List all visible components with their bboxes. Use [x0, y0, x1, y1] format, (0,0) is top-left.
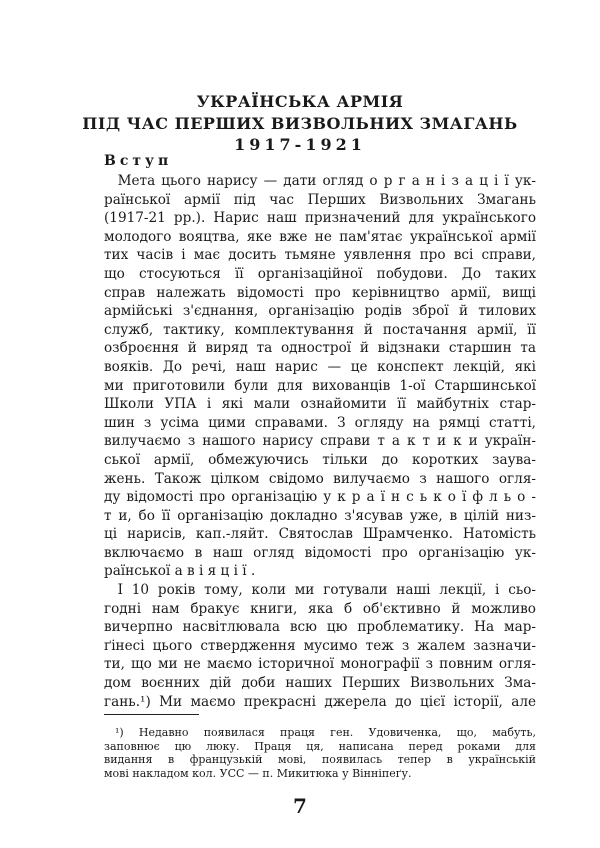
body-line: молодого вояцтва, яке вже не пам'ятає української армії: [104, 228, 536, 245]
body-line: армійські з'єднання, організацію родів зброї й тилових: [104, 303, 536, 320]
footnote-divider: [104, 714, 199, 715]
body-line: ми приготовили були для вихованців 1-ої Старшинської: [104, 377, 536, 394]
body-line: озброєння й виряд та однострої й відзнаки старшин та: [104, 340, 536, 357]
footnote-line: ¹) Недавно появилася праця ген. Удовиченка, що, мабуть,: [104, 726, 536, 739]
body-line: І 10 років тому, коли ми готували наші лекції, і сьо-: [104, 582, 536, 599]
body-line: дом воєнних дій доби наших Перших Визвольних Зма-: [104, 675, 536, 692]
body-line: вояків. До речі, наш нарис — це конспект лекцій, які: [104, 358, 536, 375]
footnote-line: мові накладом кол. УСС — п. Микитюка у Вінніпеґу.: [104, 766, 412, 780]
body-line: (1917-21 рр.). Нарис наш призначений для українського: [104, 210, 536, 227]
article-title-line-1: УКРАЇНСЬКА АРМІЯ: [196, 92, 404, 111]
body-line: т и, бо її організацію докладно з'ясував уже, в цілій низ-: [104, 507, 536, 524]
body-line: справ належать відомості про керівництво армії, вищі: [104, 284, 536, 301]
footnote: [104, 726, 536, 780]
body-line: ду відомості про організацію у к р а ї н с ь к о ї ф л ь о -: [104, 489, 536, 506]
body-line: ці нарисів, кап.-ляйт. Святослав Шрамченко. Натомість: [104, 526, 536, 543]
body-line: Школи УПА і які мали ознайомити її майбутніх стар-: [104, 396, 536, 413]
section-heading: Вступ: [104, 153, 173, 169]
body-line: Мета цього нарису — дати огляд о р г а н і з а ц і ї ук-: [104, 173, 536, 189]
footnote-line: заповнює цю люку. Праця ця, написана перед роками для: [104, 739, 536, 753]
article-title-line-2: ПІД ЧАС ПЕРШИХ ВИЗВОЛЬНИХ ЗМАГАНЬ: [82, 114, 518, 133]
footnote-line: видання в французькій мові, появилась тепер в українській: [104, 753, 536, 767]
body-text: [104, 172, 536, 711]
body-line: включаємо в наш огляд відомості про організацію ук-: [104, 544, 536, 561]
body-line: годні нам бракує книги, яка б об'єктивно й можливо: [104, 600, 536, 617]
body-line: вичерпно насвітлювала всю цю проблематику. На мар-: [104, 619, 536, 636]
body-line: раїнської а в і я ц і ї .: [104, 563, 256, 580]
body-line: шин з усіма цими справами. З огляду на рямці статті,: [104, 414, 536, 431]
body-line: що стосуються її організаційної побудови. До таких: [104, 265, 536, 282]
body-line: служб, тактику, комплектування й постачання армії, її: [104, 321, 536, 338]
body-line: жень. Також цілком свідомо вилучаємо з нашого огля-: [104, 470, 536, 487]
body-line: вилучаємо з нашого нарису справи т а к т и к и україн-: [104, 433, 536, 450]
body-line: ської армії, обмежуючись тільки до коротких заува-: [104, 451, 536, 468]
page-number: 7: [293, 794, 307, 818]
article-title-years: 1917-1921: [234, 135, 366, 154]
body-line: гань.¹) Ми маємо прекрасні джерела до цієї історії, але: [104, 693, 536, 710]
body-line: ґінесі цього ствердження мусимо теж з жалем зазначи-: [104, 637, 536, 654]
body-line: тих часів і має досить тьмяне уявлення про всі справи,: [104, 247, 536, 264]
body-line: ти, що ми не маємо історичної монографії з повним огля-: [104, 656, 536, 673]
body-line: раїнської армії під час Перших Визвольних Змагань: [104, 191, 536, 208]
